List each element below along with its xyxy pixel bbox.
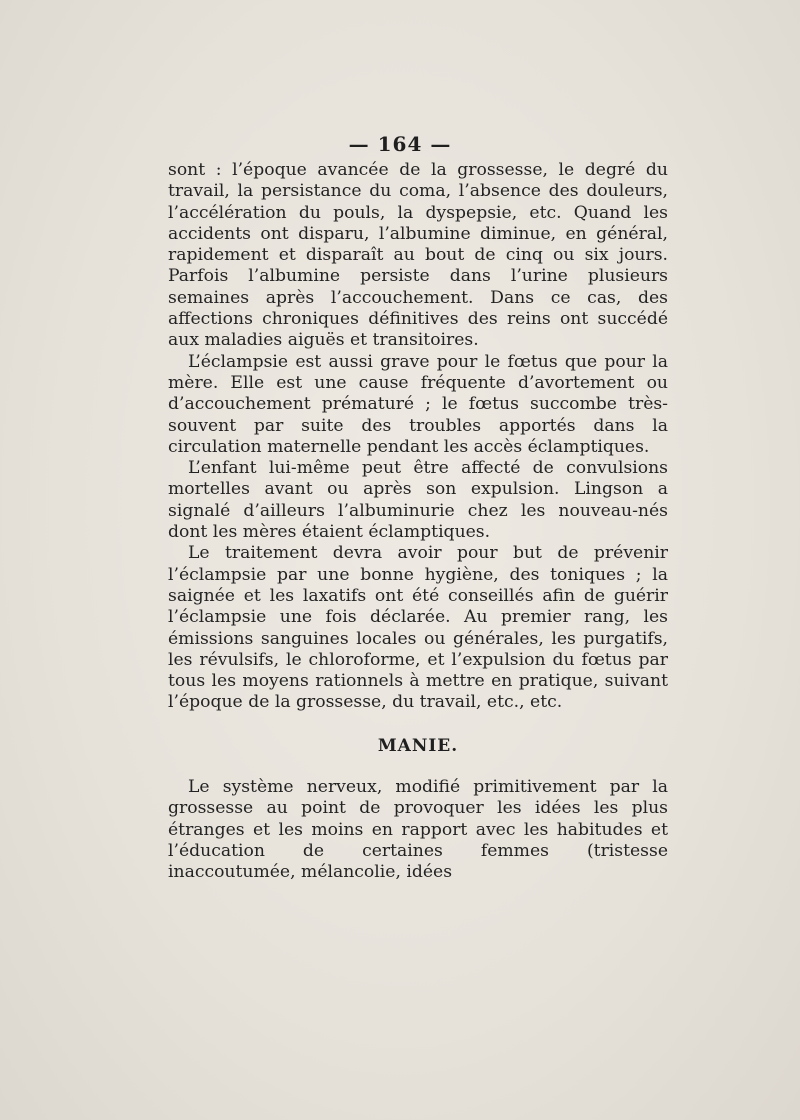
- paragraph-mania: Le système nerveux, modifié primitivement par la grossesse au point de provoquer les idées les plus étranges et les moins en rapport avec les habitudes et l’éducation de certaines femmes (tristesse inaccoutumée, mélancolie, idées: [168, 777, 668, 883]
- body-text: [168, 160, 668, 884]
- paragraph-newborn: L’enfant lui-même peut être affecté de convulsions mortelles avant ou après son expulsion. Lingson a signalé d’ailleurs l’albuminurie chez les nouveau-nés dont les mères étaient éclamptiques.: [168, 458, 668, 543]
- paragraph-treatment: Le traitement devra avoir pour but de prévenir l’éclampsie par une bonne hygiène, des toniques ; la saignée et les laxatifs ont été conseillés afin de guérir l’éclampsie une fois déclarée. Au premier rang, les émissions sanguines locales ou générales, les purgatifs, les révulsifs, le chloroforme, et l’expulsion du fœtus par tous les moyens rationnels à mettre en pratique, suivant l’époque de la grossesse, du travail, etc., etc.: [168, 543, 668, 713]
- page-number: — 164 —: [348, 132, 452, 156]
- paragraph-continuation: sont : l’époque avancée de la grossesse, le degré du travail, la persistance du coma, l’absence des douleurs, l’accélération du pouls, la dyspepsie, etc. Quand les accidents ont disparu, l’albumine diminue, en général, rapidement et disparaît au bout de cinq ou six jours. Parfois l’albumine persiste dans l’urine plusieurs semaines après l’accouchement. Dans ce cas, des affections chroniques définitives des reins ont succédé aux maladies aiguës et transitoires.: [168, 160, 668, 351]
- paragraph-fetal-risk: L’éclampsie est aussi grave pour le fœtus que pour la mère. Elle est une cause fréquente d’avortement ou d’accouchement prématuré ; le fœtus succombe très-souvent par suite des troubles apportés dans la circulation maternelle pendant les accès éclamptiques.: [168, 351, 668, 457]
- section-heading: MANIE.: [377, 735, 459, 756]
